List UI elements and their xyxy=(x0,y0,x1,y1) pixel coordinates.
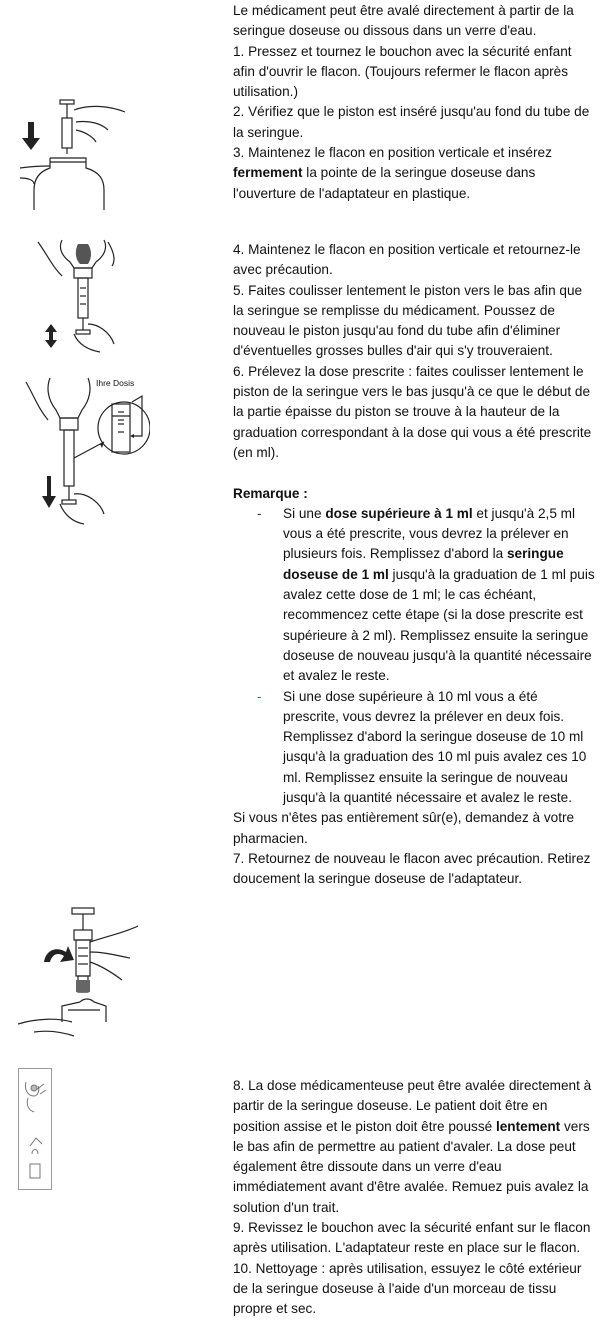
unsure-text: Si vous n'êtes pas entièrement sûr(e), demandez à votre pharmacien. xyxy=(233,810,575,846)
step-5: 5. Faites coulisser lentement le piston vers le bas afin que la seringue se remplisse du médicament. Poussez de nouveau le piston jusqu'au fond du tube afin d'éliminer d'éventuelles grosses bulles d'air qui s'y trouveraient. xyxy=(233,282,583,359)
instructions-block-4 xyxy=(233,1076,595,1320)
step-10: 10. Nettoyage : après utilisation, essuyez le côté extérieur de la seringue doseuse à l'aide d'un morceau de tissu propre et sec. xyxy=(233,1260,582,1317)
figure-swallow-dose xyxy=(18,1068,52,1190)
step-2: 2. Vérifiez que le piston est inséré jusqu'au fond du tube de la seringue. xyxy=(233,104,590,140)
remark-heading: Remarque : xyxy=(233,485,308,501)
bold-slowly: lentement xyxy=(495,1118,561,1134)
step-7: 7. Retournez de nouveau le flacon avec précaution. Retirez doucement la seringue doseuse de l'adaptateur. xyxy=(233,850,591,887)
remark-item-2: - Si une dose supérieure à 10 ml vous a été prescrite, vous devrez la prélever en deux fois. Remplissez d'abord la seringue doseuse de 10 ml jusqu'à la graduation des 10 ml puis avalez ces 10 ml. Remplissez ensuite la seringue de nouveau jusqu'à la quantité nécessaire et avalez le reste. xyxy=(257,688,587,806)
step-9: 9. Revissez le bouchon avec la sécurité enfant sur le flacon après utilisation. L'adaptateur reste en place sur le flacon. xyxy=(233,1220,591,1256)
intro-text: Le médicament peut être avalé directement à partir de la seringue doseuse ou dissous dans un verre d'eau. xyxy=(233,3,574,39)
step-6: 6. Prélevez la dose prescrite : faites coulisser lentement le piston de la seringue vers le bas jusqu'à ce que le début de la partie épaisse du piston se trouve à la hauteur de la graduation correspondant à la dose qui vous a été prescrite (en ml). xyxy=(233,363,592,460)
figure-insert-syringe xyxy=(20,98,130,210)
remark-item-1: - Si une dose supérieure à 1 ml et jusqu'à 2,5 ml vous a été prescrite, vous devrez la prélever en plusieurs fois. Remplissez d'abord la seringue doseuse de 1 ml jusqu'à la graduation de 1 ml puis avalez cette dose de 1 ml; le cas échéant, recommencez cette étape (si la dose prescrite est supérieure à 2 ml). Remplissez ensuite la seringue doseuse de nouveau jusqu'à la quantité nécessaire et avalez le reste. xyxy=(257,505,595,684)
dash-bullet: - xyxy=(257,688,262,704)
dash-bullet: - xyxy=(257,505,262,521)
instructions-block-1 xyxy=(233,1,595,204)
figure-measure-dose xyxy=(20,372,150,538)
step-8: 8. La dose médicamenteuse peut être avalée directement à partir de la seringue doseuse. Le patient doit être en position assise et le piston doit être poussé lentement vers le bas afin de permettre au patient d'avaler. La dose peut également être dissoute dans un verre d'eau immédiatement avant d'être avalée. Remuez puis avalez la solution d'un trait. xyxy=(233,1078,592,1215)
figure-remove-syringe xyxy=(18,906,143,1054)
bold-firmly: fermement xyxy=(233,165,303,181)
instructions-block-2 xyxy=(233,240,595,890)
figure-invert-bottle xyxy=(18,236,118,360)
step-4: 4. Maintenez le flacon en position verticale et retournez-le avec précaution. xyxy=(233,242,581,278)
step-1: 1. Pressez et tournez le bouchon avec la sécurité enfant afin d'ouvrir le flacon. (Toujours refermer le flacon après utilisation.) xyxy=(233,43,572,100)
dose-label: Ihre Dosis xyxy=(96,378,135,388)
step-3: 3. Maintenez le flacon en position verticale et insérez fermement la pointe de la seringue doseuse dans l'ouverture de l'adaptateur en plastique. xyxy=(233,145,552,201)
